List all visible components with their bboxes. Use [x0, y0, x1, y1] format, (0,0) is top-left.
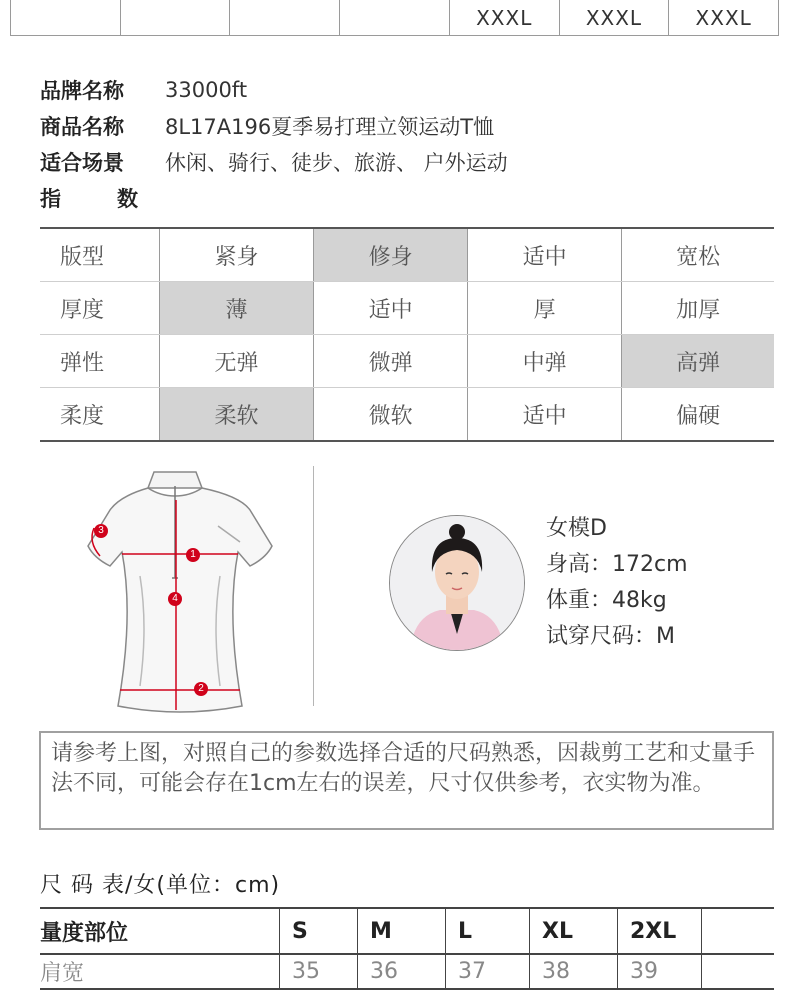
header-cell: M [358, 908, 446, 954]
size-note: 请参考上图，对照自己的参数选择合适的尺码熟悉，因裁剪工艺和丈量手法不同，可能会存在1cm左右的误差，尺寸仅供参考，衣实物为准。 [39, 731, 774, 830]
index-label [40, 183, 138, 213]
size-row [40, 954, 774, 989]
table-cell: XXXL [560, 0, 670, 35]
model-weight: 体重：48kg [546, 588, 667, 613]
attribute-option: 微弹 [314, 335, 468, 388]
attribute-row [40, 335, 774, 388]
row-cell: 37 [446, 954, 530, 989]
row-cell: 35 [280, 954, 358, 989]
attribute-option: 中弹 [468, 335, 622, 388]
scene-label: 适合场景 [40, 151, 124, 175]
header-cell: 量度部位 [40, 908, 280, 954]
top-size-table [10, 0, 779, 36]
attribute-option: 无弹 [160, 335, 314, 388]
product-label: 商品名称 [40, 115, 124, 139]
size-header-row [40, 908, 774, 954]
attribute-option: 偏硬 [622, 388, 774, 442]
attribute-option: 紧身 [160, 228, 314, 282]
marker-1: 1 [186, 548, 200, 562]
brand-row [40, 72, 508, 108]
model-photo-icon [390, 516, 524, 650]
table-cell [121, 0, 231, 35]
brand-label: 品牌名称 [40, 79, 124, 103]
size-chart-title: 尺 码 表/女(单位：cm) [40, 873, 281, 898]
size-chart-table [40, 907, 774, 990]
table-cell: XXXL [695, 5, 752, 30]
product-info [40, 72, 508, 216]
row-cell: 39 [618, 954, 702, 989]
attribute-option: 厚 [468, 282, 622, 335]
product-value: 8L17A196夏季易打理立领运动T恤 [165, 115, 495, 139]
header-cell: S [280, 908, 358, 954]
attribute-row [40, 228, 774, 282]
attribute-option: 高弹 [622, 335, 774, 388]
table-cell [340, 0, 450, 35]
attribute-option: 宽松 [622, 228, 774, 282]
model-height: 身高：172cm [546, 552, 688, 577]
measurement-diagram [80, 466, 280, 716]
table-cell [230, 0, 340, 35]
model-avatar [389, 515, 525, 651]
attribute-option: 柔软 [160, 388, 314, 442]
attribute-option: 修身 [314, 228, 468, 282]
attribute-row [40, 388, 774, 442]
product-row [40, 108, 508, 144]
attribute-option: 薄 [160, 282, 314, 335]
attribute-option: 适中 [468, 228, 622, 282]
marker-4: 4 [168, 592, 182, 606]
brand-value: 33000ft [165, 78, 248, 102]
model-size: 试穿尺码：M [546, 624, 675, 649]
row-cell [702, 954, 775, 989]
attribute-row [40, 282, 774, 335]
table-cell [11, 0, 121, 35]
header-cell: XL [530, 908, 618, 954]
model-name: 女模D [546, 516, 607, 541]
attribute-label: 柔度 [60, 403, 105, 429]
index-label-part: 数 [117, 187, 138, 211]
marker-3: 3 [94, 524, 108, 538]
attribute-option: 微软 [314, 388, 468, 442]
table-cell: XXXL [450, 0, 560, 35]
marker-2: 2 [194, 682, 208, 696]
attribute-option: 适中 [468, 388, 622, 442]
divider [313, 466, 314, 706]
index-label-part: 指 [40, 187, 61, 211]
attribute-label: 版型 [40, 228, 160, 282]
scene-value: 休闲、骑行、徒步、旅游、 户外运动 [165, 151, 508, 175]
header-cell [702, 908, 775, 954]
row-cell: 36 [358, 954, 446, 989]
model-info [546, 511, 688, 655]
header-cell: L [446, 908, 530, 954]
scene-row [40, 144, 508, 180]
attribute-label: 厚度 [40, 282, 160, 335]
attribute-label: 弹性 [40, 335, 160, 388]
header-cell: 2XL [618, 908, 702, 954]
row-cell: 肩宽 [40, 954, 280, 989]
attribute-option: 适中 [314, 282, 468, 335]
index-row [40, 180, 508, 216]
attribute-table [40, 227, 774, 442]
attribute-option: 加厚 [622, 282, 774, 335]
shirt-outline-icon [80, 466, 280, 716]
row-cell: 38 [530, 954, 618, 989]
